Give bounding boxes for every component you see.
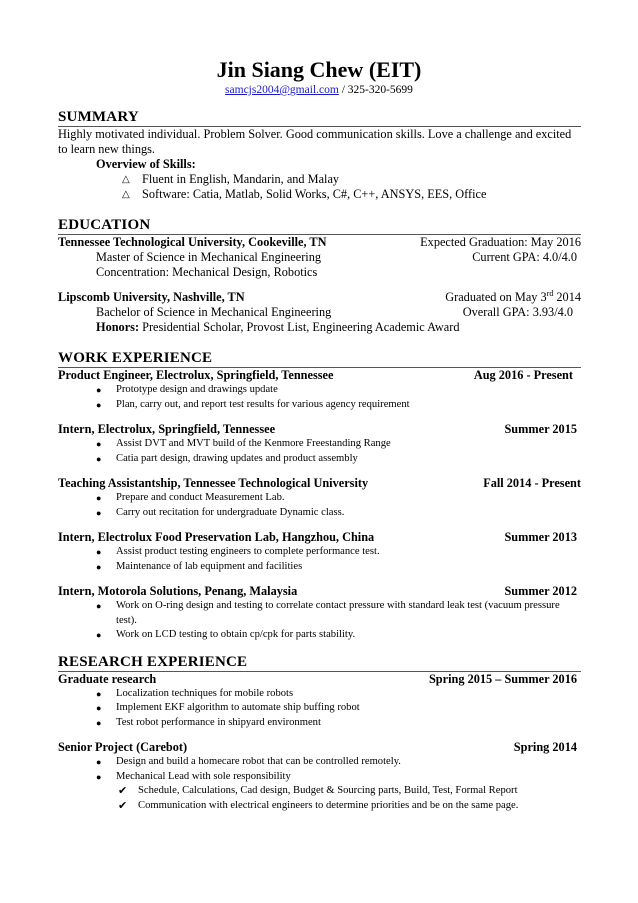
job-role: Intern, Motorola Solutions, Penang, Malaysia <box>58 584 298 598</box>
summary-text: Highly motivated individual. Problem Solver. Good communication skills. Love a challenge and excited to learn new things. <box>58 127 572 156</box>
bullet-text: Implement EKF algorithm to automate ship buffing robot <box>116 702 360 713</box>
bullet-icon: ● <box>96 703 102 713</box>
list-item <box>58 437 581 452</box>
degree-name: Master of Science in Mechanical Engineering <box>96 250 322 264</box>
skill-text: Fluent in English, Mandarin, and Malay <box>142 172 340 186</box>
checkmark-icon: ✔ <box>118 799 128 812</box>
job-bullets <box>58 437 581 466</box>
list-item <box>58 628 581 643</box>
bullet-icon: ● <box>96 547 102 557</box>
list-item <box>58 599 581 628</box>
concentration-line <box>58 265 581 280</box>
bullet-text: Design and build a homecare robot that can be controlled remotely. <box>116 756 401 767</box>
project-role: Senior Project (Carebot) <box>58 740 188 754</box>
job-date: Summer 2013 <box>504 530 577 544</box>
email-link[interactable]: samcjs2004@gmail.com <box>225 84 339 96</box>
phone-number: 325-320-5699 <box>347 84 413 96</box>
bullet-icon: ● <box>96 439 102 449</box>
check-text: Schedule, Calculations, Cad design, Budget & Sourcing parts, Build, Test, Formal Report <box>138 785 518 796</box>
job-bullets <box>58 599 581 643</box>
job-heading <box>58 422 581 437</box>
caret-up-icon: △ <box>122 189 130 200</box>
contact-separator: / <box>338 84 348 96</box>
project-date: Spring 2015 – Summer 2016 <box>428 671 577 686</box>
check-item <box>58 799 581 814</box>
bullet-text: Assist product testing engineers to complete performance test. <box>116 546 380 557</box>
gpa <box>463 305 573 320</box>
job-role: Product Engineer, Electrolux, Springfield, Tennessee <box>58 368 334 382</box>
section-title-work: WORK EXPERIENCE <box>58 350 213 366</box>
list-item <box>58 506 581 521</box>
list-item <box>58 770 581 785</box>
list-item <box>58 716 581 731</box>
skill-text: Software: Catia, Matlab, Solid Works, C#, C++, ANSYS, EES, Office <box>142 187 487 201</box>
list-item <box>58 755 581 770</box>
job-heading <box>58 584 581 599</box>
bullet-icon: ● <box>96 493 102 503</box>
honors-label: Honors: <box>96 320 143 334</box>
date-prefix: Graduated on May 3 <box>445 290 547 304</box>
concentration-value: Mechanical Design, Robotics <box>172 265 318 279</box>
job-date: Summer 2012 <box>504 584 577 598</box>
gpa <box>472 250 577 265</box>
school-heading <box>58 290 581 305</box>
section-title-summary: SUMMARY <box>58 109 139 125</box>
contact-line <box>0 83 638 97</box>
job-heading <box>58 368 581 383</box>
job-bullets <box>58 383 581 412</box>
bullet-text: Localization techniques for mobile robots <box>116 687 294 699</box>
bullet-icon: ● <box>96 717 102 728</box>
list-item <box>58 687 581 702</box>
list-item <box>58 383 581 398</box>
bullet-text: Prepare and conduct Measurement Lab. <box>116 492 285 503</box>
project-date: Spring 2014 <box>513 740 577 754</box>
bullet-text: Plan, carry out, and report test results for various agency requirement <box>116 398 410 410</box>
list-item <box>58 701 581 716</box>
concentration-label: Concentration: <box>96 265 173 279</box>
gpa-label: Overall GPA: <box>462 305 533 319</box>
job-date: Fall 2014 - Present <box>483 476 581 490</box>
section-title-research: RESEARCH EXPERIENCE <box>58 653 248 670</box>
bullet-text: Mechanical Lead with sole responsibility <box>116 770 291 782</box>
skill-item <box>58 187 581 202</box>
school-name: Lipscomb University, Nashville, TN <box>58 290 245 304</box>
section-title-education: EDUCATION <box>58 217 151 233</box>
resume-content <box>58 108 581 813</box>
date-suffix: 2014 <box>553 290 581 304</box>
honors-value: Presidential Scholar, Provost List, Engineering Academic Award <box>142 320 460 334</box>
job-entry <box>58 530 581 574</box>
checkmark-icon: ✔ <box>118 785 128 797</box>
work-section <box>58 349 581 643</box>
bullet-text: Prototype design and drawings update <box>116 384 278 395</box>
job-date: Summer 2015 <box>504 422 577 436</box>
job-heading <box>58 476 581 491</box>
bullet-text: Work on O-ring design and testing to correlate contact pressure with standard leak test (vacuum pressure test). <box>116 600 560 626</box>
research-section <box>58 653 581 814</box>
bullet-icon: ● <box>96 507 102 518</box>
date-sup: rd <box>546 288 554 298</box>
list-item <box>58 398 581 413</box>
bullet-icon: ● <box>96 630 102 640</box>
project-heading <box>58 672 581 687</box>
skill-item <box>58 172 581 187</box>
list-item <box>58 452 581 467</box>
degree-row <box>58 305 581 320</box>
resume-header <box>0 57 638 97</box>
bullet-icon: ● <box>96 453 102 464</box>
job-bullets <box>58 545 581 574</box>
job-role: Intern, Electrolux, Springfield, Tennessee <box>58 422 276 436</box>
bullet-text: Catia part design, drawing updates and product assembly <box>116 452 358 464</box>
bullet-text: Work on LCD testing to obtain cp/cpk for parts stability. <box>116 629 356 640</box>
bullet-icon: ● <box>96 757 102 767</box>
caret-up-icon: △ <box>122 174 130 185</box>
list-item <box>58 545 581 560</box>
skills-label: Overview of Skills: <box>96 157 196 171</box>
job-heading <box>58 530 581 545</box>
bullet-text: Maintenance of lab equipment and facilities <box>116 560 303 572</box>
education-section <box>58 216 581 335</box>
bullet-text: Carry out recitation for undergraduate Dynamic class. <box>116 506 345 518</box>
school-name: Tennessee Technological University, Cookeville, TN <box>58 235 327 249</box>
degree-name: Bachelor of Science in Mechanical Engineering <box>96 305 332 319</box>
honors-line <box>58 320 581 335</box>
bullet-icon: ● <box>96 385 102 395</box>
bullet-icon: ● <box>96 561 102 572</box>
bullet-text: Test robot performance in shipyard environment <box>116 716 321 728</box>
degree-row <box>58 250 581 265</box>
bullet-icon: ● <box>96 688 102 699</box>
job-entry <box>58 422 581 466</box>
gpa-value: 3.93/4.0 <box>532 305 573 319</box>
project-entry <box>58 740 581 813</box>
job-role: Intern, Electrolux Food Preservation Lab, Hangzhou, China <box>58 530 375 544</box>
summary-section <box>58 108 581 202</box>
school-heading <box>58 235 581 250</box>
check-item <box>58 784 581 799</box>
job-role: Teaching Assistantship, Tennessee Technological University <box>58 476 369 490</box>
job-entry <box>58 476 581 520</box>
check-text: Communication with electrical engineers to determine priorities and be on the same page. <box>138 799 519 811</box>
job-entry <box>58 368 581 412</box>
project-bullets <box>58 755 581 784</box>
candidate-name: Jin Siang Chew (EIT) <box>216 57 422 82</box>
job-entry <box>58 584 581 643</box>
project-entry <box>58 672 581 731</box>
bullet-text: Assist DVT and MVT build of the Kenmore Freestanding Range <box>116 438 391 449</box>
bullet-icon: ● <box>96 771 102 782</box>
bullet-icon: ● <box>96 601 102 611</box>
gpa-value: 4.0/4.0 <box>542 250 577 264</box>
project-role: Graduate research <box>58 671 157 686</box>
job-bullets <box>58 491 581 520</box>
list-item <box>58 560 581 575</box>
bullet-icon: ● <box>96 399 102 410</box>
school-date: Expected Graduation: May 2016 <box>420 235 581 249</box>
school-date <box>445 290 581 305</box>
gpa-label: Current GPA: <box>472 250 543 264</box>
list-item <box>58 491 581 506</box>
job-date: Aug 2016 - Present <box>473 368 573 382</box>
project-heading <box>58 740 581 755</box>
project-bullets <box>58 687 581 731</box>
